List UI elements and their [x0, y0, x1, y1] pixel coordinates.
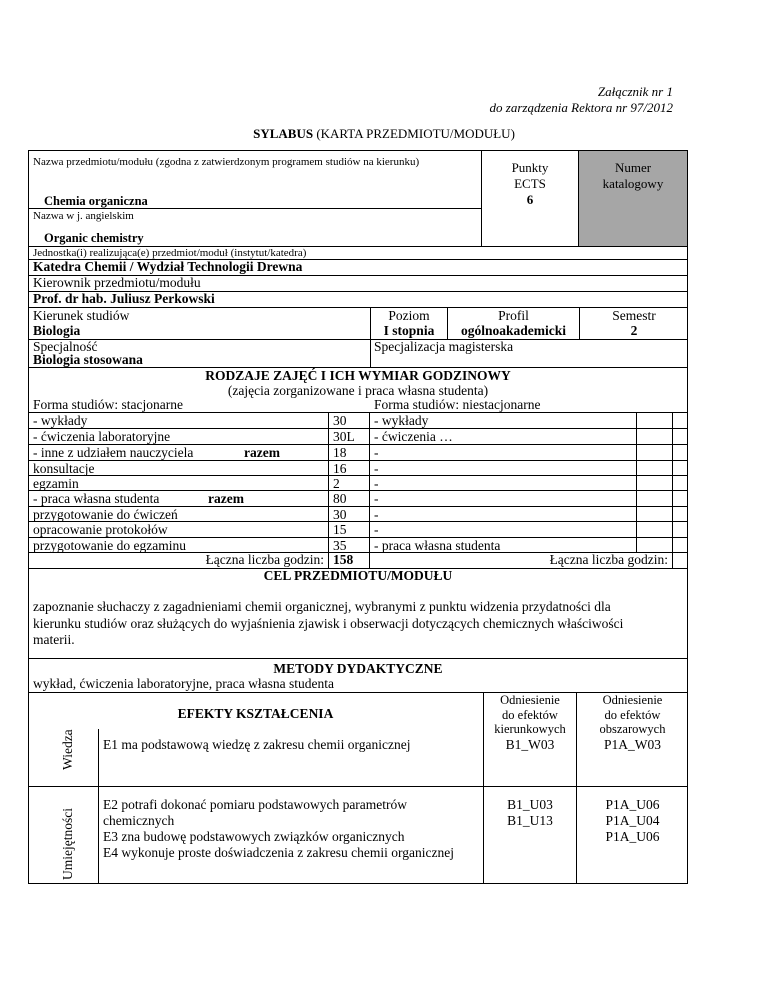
ref2-h1: Odniesienie — [602, 693, 663, 707]
hours-title: RODZAJE ZAJĘĆ I ICH WYMIAR GODZINOWY — [205, 368, 511, 383]
hours-right-header: Forma studiów: niestacjonarne — [374, 397, 541, 412]
goal-title: CEL PRZEDMIOTU/MODUŁU — [263, 568, 453, 583]
ref1-h2: do efektów — [502, 707, 558, 722]
goal-line-1: zapoznanie słuchaczy z zagadnieniami chemii organicznej, wybranymi z punktu widzenia przydatności dla — [33, 599, 611, 614]
outcomes-title: EFEKTY KSZTAŁCENIA — [177, 706, 334, 721]
total-value: 158 — [333, 552, 354, 567]
total-label-right: Łączna liczba godzin: — [549, 552, 668, 567]
ects-value: 6 — [526, 192, 534, 207]
english-name-label: Nazwa w j. angielskim — [33, 210, 134, 222]
unit-name: Katedra Chemii / Wydział Technologii Drewna — [33, 259, 303, 274]
hours-left-row-value: 16 — [333, 461, 347, 476]
hours-left-row-label: - inne z udziałem nauczyciela — [33, 445, 194, 460]
umiej-ref1-2: B1_U13 — [507, 813, 553, 828]
umiej-line-3: E3 zna budowę podstawowych związków organicznych — [103, 829, 405, 844]
umiej-ref2-2: P1A_U04 — [605, 813, 660, 828]
profile-label: Profil — [498, 308, 529, 323]
specialty-value: Biologia stosowana — [33, 352, 143, 367]
head-label: Kierownik przedmiotu/modułu — [33, 275, 201, 290]
semester-label: Semestr — [612, 308, 656, 323]
hours-left-row-label: opracowanie protokołów — [33, 522, 168, 537]
hours-left-row-label: - praca własna studenta — [33, 491, 160, 506]
course-name: Chemia organiczna — [44, 194, 148, 208]
english-name: Organic chemistry — [44, 231, 144, 245]
hours-left-row-value: 18 — [333, 445, 347, 460]
umiej-line-1: E2 potrafi dokonać pomiaru podstawowych parametrów — [103, 797, 408, 812]
hours-right-row-label: - — [374, 445, 379, 460]
hours-left-row-label: - wykłady — [33, 413, 88, 428]
hours-right-row-label: - — [374, 491, 379, 506]
hours-right-row-label: - wykłady — [374, 413, 429, 428]
wiedza-text: E1 ma podstawową wiedzę z zakresu chemii organicznej — [103, 737, 411, 752]
umiej-text — [103, 797, 454, 861]
hours-left-row-label: - ćwiczenia laboratoryjne — [33, 429, 171, 444]
field-label: Kierunek studiów — [33, 308, 130, 323]
hours-left-row-value: 30L — [333, 429, 355, 444]
hours-right-row-label: - ćwiczenia … — [374, 429, 453, 444]
umiej-ref1-1: B1_U03 — [507, 797, 553, 812]
ref2-h2: do efektów — [604, 707, 661, 722]
umiej-line-2: chemicznych — [103, 813, 175, 828]
wiedza-ref1: B1_W03 — [505, 737, 555, 752]
hours-right-row-label: - praca własna studenta — [374, 538, 501, 553]
hours-left-row-label: egzamin — [33, 476, 79, 491]
title-rest: (KARTA PRZEDMIOTU/MODUŁU) — [316, 126, 515, 141]
ects-label-2: ECTS — [514, 176, 546, 191]
hours-left-row-value: 2 — [333, 476, 340, 491]
hours-right-row-label: - — [374, 461, 379, 476]
hours-right-row-label: - — [374, 476, 379, 491]
ref-area-header — [577, 693, 688, 737]
methods-title: METODY DYDAKTYCZNE — [273, 661, 443, 676]
goal-line-3: materii. — [33, 632, 75, 647]
catalog-label-2: katalogowy — [602, 176, 664, 191]
umiej-ref2 — [577, 797, 688, 845]
hours-right-row-label: - — [374, 522, 379, 537]
catalog-label-1: Numer — [614, 160, 652, 175]
hours-left-row-value: 15 — [333, 522, 347, 537]
page-title — [0, 126, 768, 142]
level-label: Poziom — [388, 308, 430, 323]
umiej-line-4: E4 wykonuje proste doświadczenia z zakresu chemii organicznej — [103, 845, 454, 860]
ref1-h1: Odniesienie — [500, 693, 560, 707]
razem-label: razem — [208, 491, 244, 506]
master-spec-label: Specjalizacja magisterska — [374, 339, 514, 354]
profile-value: ogólnoakademicki — [460, 323, 566, 338]
hours-left-row-label: przygotowanie do ćwiczeń — [33, 507, 178, 522]
annex-line-1: Załącznik nr 1 — [597, 84, 673, 99]
hours-left-row-value: 80 — [333, 491, 347, 506]
hours-left-row-label: konsultacje — [33, 461, 95, 476]
ref-directional-header — [484, 693, 576, 737]
field-value: Biologia — [33, 323, 81, 338]
hours-left-header: Forma studiów: stacjonarne — [33, 397, 183, 412]
wiedza-ref2: P1A_W03 — [604, 737, 661, 752]
umiej-ref2-1: P1A_U06 — [605, 797, 660, 812]
specialty-label: Specjalność — [33, 339, 98, 354]
methods-text: wykład, ćwiczenia laboratoryjne, praca własna studenta — [33, 676, 334, 691]
course-name-label: Nazwa przedmiotu/modułu (zgodna z zatwierdzonym programem studiów na kierunku) — [33, 156, 420, 168]
head-name: Prof. dr hab. Juliusz Perkowski — [33, 291, 215, 306]
unit-label: Jednostka(i) realizująca(e) przedmiot/moduł (instytut/katedra) — [33, 247, 307, 259]
level-value: I stopnia — [383, 323, 435, 338]
catalog-label — [579, 160, 687, 192]
goal-line-2: kierunku studiów oraz służących do wyjaśnienia zjawisk i obserwacji dotyczących chemicznych właściwości — [33, 615, 624, 631]
annex-note — [490, 84, 673, 116]
goal-text — [33, 599, 623, 649]
ref1-h3: kierunkowych — [494, 722, 566, 736]
umiej-ref1 — [484, 797, 576, 829]
semester-value: 2 — [630, 323, 638, 338]
total-label: Łączna liczba godzin: — [205, 552, 324, 567]
ects-cell — [482, 160, 578, 208]
annex-line-2: do zarządzenia Rektora nr 97/2012 — [489, 100, 673, 115]
hours-left-row-label: przygotowanie do egzaminu — [33, 538, 186, 553]
umiej-ref2-3: P1A_U06 — [605, 829, 660, 844]
hours-left-row-value: 30 — [333, 507, 347, 522]
ref2-h3: obszarowych — [599, 722, 666, 736]
hours-left-row-value: 30 — [333, 413, 347, 428]
umiejetnosci-label: Umiejętności — [60, 808, 75, 880]
ects-label-1: Punkty — [511, 160, 549, 175]
razem-label: razem — [244, 445, 280, 460]
hours-subtitle: (zajęcia zorganizowane i praca własna studenta) — [227, 383, 489, 398]
hours-right-row-label: - — [374, 507, 379, 522]
hours-left-row-value: 35 — [333, 538, 347, 553]
wiedza-label: Wiedza — [60, 729, 75, 770]
title-bold: SYLABUS — [253, 126, 314, 141]
